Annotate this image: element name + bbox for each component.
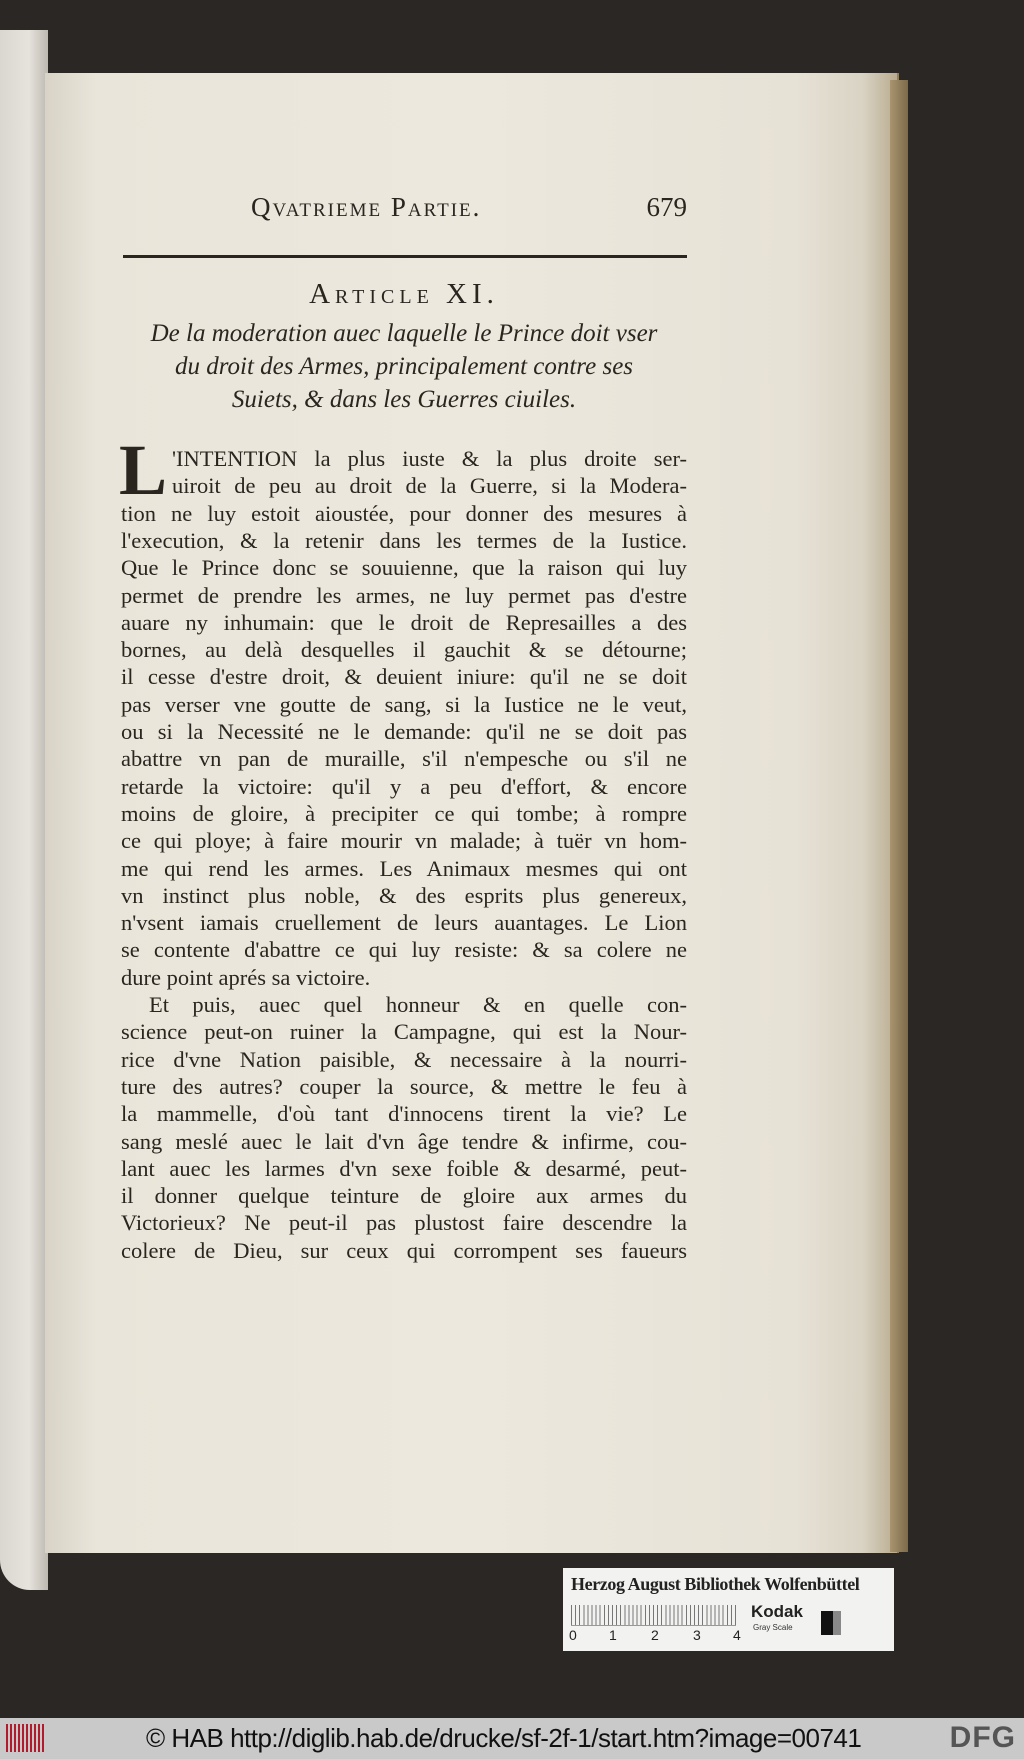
library-name: Herzog August Bibliothek Wolfenbüttel	[571, 1574, 860, 1594]
text-line: Que le Prince donc se souuienne, que la raison qui luy	[121, 555, 687, 581]
page-number: 679	[646, 192, 687, 222]
ruler-number: 1	[609, 1627, 617, 1643]
text-line: Et puis, auec quel honneur & en quelle con-	[149, 992, 687, 1017]
article-subtitle-line: du droit des Armes, principalement contre ses	[174, 353, 634, 380]
text-line: il donner quelque teinture de gloire aux armes du	[121, 1183, 687, 1209]
text-line: tion ne luy estoit aioustée, pour donner des mesures à	[121, 500, 687, 526]
text-line: lant auec les larmes d'vn sexe foible & desarmé, peut-	[121, 1155, 687, 1181]
text-line: ce qui ploye; à faire mourir vn malade; à tuër vn hom-	[121, 828, 687, 854]
text-line: science peut-on ruiner la Campagne, qui est la Nour-	[121, 1019, 687, 1045]
page-fore-edge	[890, 80, 908, 1552]
drop-cap: L	[119, 430, 168, 510]
ruler-number: 3	[693, 1627, 701, 1643]
article-subtitle-line: De la moderation auec laquelle le Prince doit vser	[150, 320, 658, 347]
text-line: uiroit de peu au droit de la Guerre, si la Modera-	[172, 473, 687, 499]
text-line: colere de Dieu, sur ceux qui corrompent ses faueurs	[121, 1237, 687, 1263]
kodak-label: Kodak	[751, 1602, 803, 1621]
text-line: bornes, au delà desquelles il gauchit & se détourne;	[121, 637, 687, 663]
copyright-url[interactable]: © HAB http://diglib.hab.de/drucke/sf-2f-1/start.htm?image=00741	[146, 1723, 862, 1753]
text-line: dure point aprés sa victoire.	[121, 964, 371, 990]
ruler-number: 0	[569, 1627, 577, 1643]
text-line: rice d'vne Nation paisible, & necessaire à la nourri-	[121, 1046, 687, 1072]
text-line: pas verser vne goutte de sang, si la Iustice ne le veut,	[121, 691, 687, 717]
text-line: abattre vn pan de muraille, s'il n'empesche ou s'il ne	[121, 746, 687, 772]
header-rule	[123, 255, 687, 258]
running-head	[121, 192, 687, 224]
ruler-scale	[571, 1605, 736, 1626]
running-title: Qvatrieme Partie.	[251, 192, 482, 222]
text-line: ture des autres? couper la source, & mettre le feu à	[121, 1073, 687, 1099]
article-subtitle-line: Suiets, & dans les Guerres ciuiles.	[231, 386, 577, 413]
text-line: l'execution, & la retenir dans les termes de la Iustice.	[121, 527, 687, 553]
text-line: permet de prendre les armes, ne luy permet pas d'estre	[121, 582, 687, 608]
ruler-number: 2	[651, 1627, 659, 1643]
gray-scale-label: Gray Scale	[753, 1623, 793, 1632]
article-heading: Article XI.	[309, 278, 499, 310]
dfg-logo: DFG	[949, 1721, 1016, 1754]
text-line: Victorieux? Ne peut-il pas plustost faire descendre la	[121, 1210, 687, 1236]
hab-logo-icon	[6, 1724, 46, 1752]
text-line: auare ny inhumain: que le droit de Represailles a des	[121, 609, 687, 635]
text-line: ou si la Necessité ne le demande: qu'il ne se doit pas	[121, 719, 687, 744]
text-line: sang meslé auec le lait d'vn âge tendre & infirme, cou-	[121, 1128, 687, 1154]
color-card	[563, 1568, 894, 1651]
text-line: il cesse d'estre droit, & deuient iniure: qu'il ne se doit	[121, 664, 687, 690]
facing-page-edge	[0, 30, 48, 1590]
text-line: 'INTENTION la plus iuste & la plus droite ser-	[172, 446, 687, 471]
text-line: me qui rend les armes. Les Animaux mesmes qui ont	[121, 855, 687, 881]
text-line: retarde la victoire: qu'il y a peu d'effort, & encore	[121, 773, 687, 799]
ruler-number: 4	[733, 1627, 741, 1643]
gray-swatch	[821, 1611, 841, 1635]
text-line: n'vsent iamais cruellement de leurs auantages. Le Lion	[121, 910, 687, 936]
text-line: la mammelle, d'où tant d'innocens tirent la vie? Le	[121, 1101, 687, 1127]
text-line: moins de gloire, à precipiter ce qui tombe; à rompre	[121, 800, 687, 826]
text-line: se contente d'abattre ce qui luy resiste: & sa colere ne	[121, 937, 687, 963]
text-line: vn instinct plus noble, & des esprits plus genereux,	[121, 882, 687, 908]
footer-bar	[0, 1718, 1024, 1759]
